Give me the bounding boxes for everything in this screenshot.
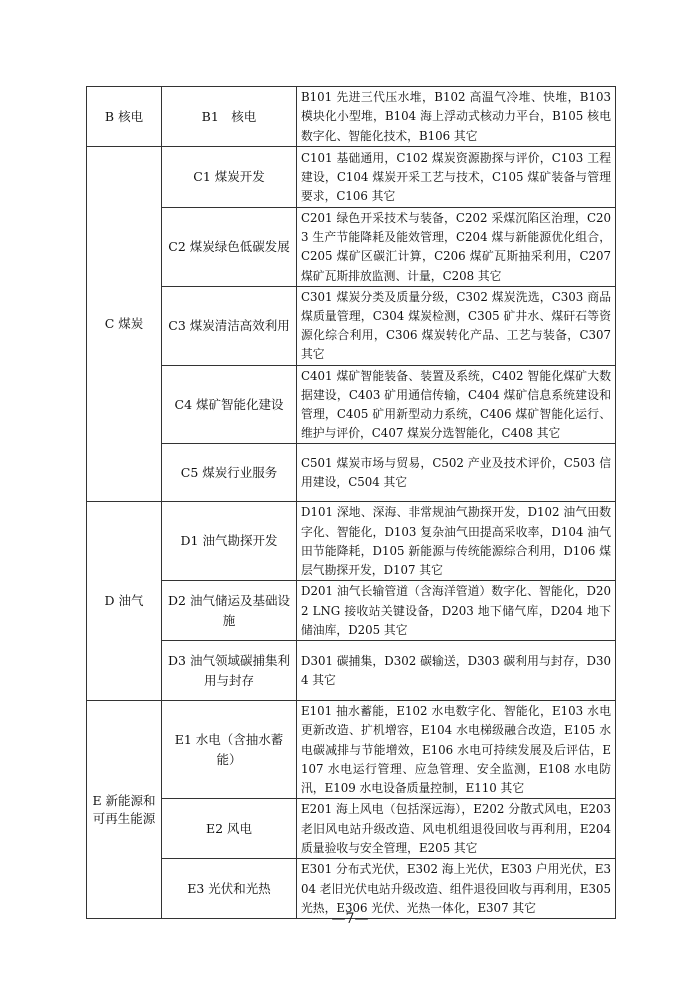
items-cell: B101 先进三代压水堆，B102 高温气冷堆、快堆，B103 模块化小型堆，B104 海上浮动式核动力平台，B105 核电数字化、智能化技术，B106 其它: [297, 87, 616, 147]
items-cell: E301 分布式光伏，E302 海上光伏，E303 户用光伏，E304 老旧光伏电站升级改造、组件退役回收与再利用，E305 光热，E306 光伏、光热一体化，E307 其它: [297, 859, 616, 919]
table-row: [87, 581, 616, 641]
table-row: [87, 365, 616, 444]
subcategory-cell: D3 油气领域碳捕集利用与封存: [162, 641, 297, 701]
subcategory-cell: E2 风电: [162, 799, 297, 859]
subcategory-cell: C2 煤炭绿色低碳发展: [162, 208, 297, 287]
table-row: [87, 502, 616, 581]
table-row: [87, 87, 616, 147]
subcategory-cell: C4 煤矿智能化建设: [162, 365, 297, 444]
table-row: [87, 799, 616, 859]
table-row: [87, 286, 616, 365]
category-cell: B 核电: [87, 87, 162, 147]
items-cell: C401 煤矿智能装备、装置及系统，C402 智能化煤矿大数据建设，C403 矿用通信传输，C404 煤矿信息系统建设和管理，C405 矿用新型动力系统，C406 煤矿智能化运行、维护与评价，C407 煤炭分选智能化，C408 其它: [297, 365, 616, 444]
category-cell: C 煤炭: [87, 147, 162, 502]
items-cell: C501 煤炭市场与贸易，C502 产业及技术评价，C503 信用建设，C504 其它: [297, 444, 616, 502]
category-cell: D 油气: [87, 502, 162, 701]
subcategory-cell: C3 煤炭清洁高效利用: [162, 286, 297, 365]
subcategory-cell: B1 核电: [162, 87, 297, 147]
table-row: [87, 701, 616, 799]
table-row: [87, 147, 616, 208]
items-cell: C201 绿色开采技术与装备，C202 采煤沉陷区治理，C203 生产节能降耗及能效管理，C204 煤与新能源优化组合，C205 煤矿区碳汇计算，C206 煤矿瓦斯抽采利用，C207 煤矿瓦斯排放监测、计量，C208 其它: [297, 208, 616, 287]
standards-category-table: [86, 86, 616, 919]
subcategory-cell: E3 光伏和光热: [162, 859, 297, 919]
subcategory-cell: C1 煤炭开发: [162, 147, 297, 208]
items-cell: D301 碳捕集，D302 碳输送，D303 碳利用与封存，D304 其它: [297, 641, 616, 701]
table-row: [87, 641, 616, 701]
table-row: [87, 444, 616, 502]
items-cell: C101 基础通用，C102 煤炭资源勘探与评价，C103 工程建设，C104 煤炭开采工艺与技术，C105 煤矿装备与管理要求，C106 其它: [297, 147, 616, 208]
items-cell: E201 海上风电（包括深远海），E202 分散式风电，E203 老旧风电站升级改造、风电机组退役回收与再利用，E204 质量验收与安全管理，E205 其它: [297, 799, 616, 859]
category-cell: E 新能源和可再生能源: [87, 701, 162, 919]
table-row: [87, 859, 616, 919]
table-row: [87, 208, 616, 287]
subcategory-cell: D1 油气勘探开发: [162, 502, 297, 581]
page-number: —7—: [331, 911, 369, 927]
subcategory-cell: C5 煤炭行业服务: [162, 444, 297, 502]
items-cell: D101 深地、深海、非常规油气勘探开发，D102 油气田数字化、智能化，D103 复杂油气田提高采收率，D104 油气田节能降耗，D105 新能源与传统能源综合利用，D106 煤层气勘探开发，D107 其它: [297, 502, 616, 581]
subcategory-cell: D2 油气储运及基础设施: [162, 581, 297, 641]
subcategory-cell: E1 水电（含抽水蓄能）: [162, 701, 297, 799]
items-cell: D201 油气长输管道（含海洋管道）数字化、智能化，D202 LNG 接收站关键设备，D203 地下储气库，D204 地下储油库，D205 其它: [297, 581, 616, 641]
items-cell: C301 煤炭分类及质量分级，C302 煤炭洗选，C303 商品煤质量管理，C304 煤炭检测，C305 矿井水、煤矸石等资源化综合利用，C306 煤炭转化产品、工艺与装备，C307 其它: [297, 286, 616, 365]
items-cell: E101 抽水蓄能，E102 水电数字化、智能化，E103 水电更新改造、扩机增容，E104 水电梯级融合改造，E105 水电碳减排与节能增效，E106 水电可持续发展及后评估，E107 水电运行管理、应急管理、安全监测，E108 水电防汛，E109 水电设备质量控制，E110 其它: [297, 701, 616, 799]
